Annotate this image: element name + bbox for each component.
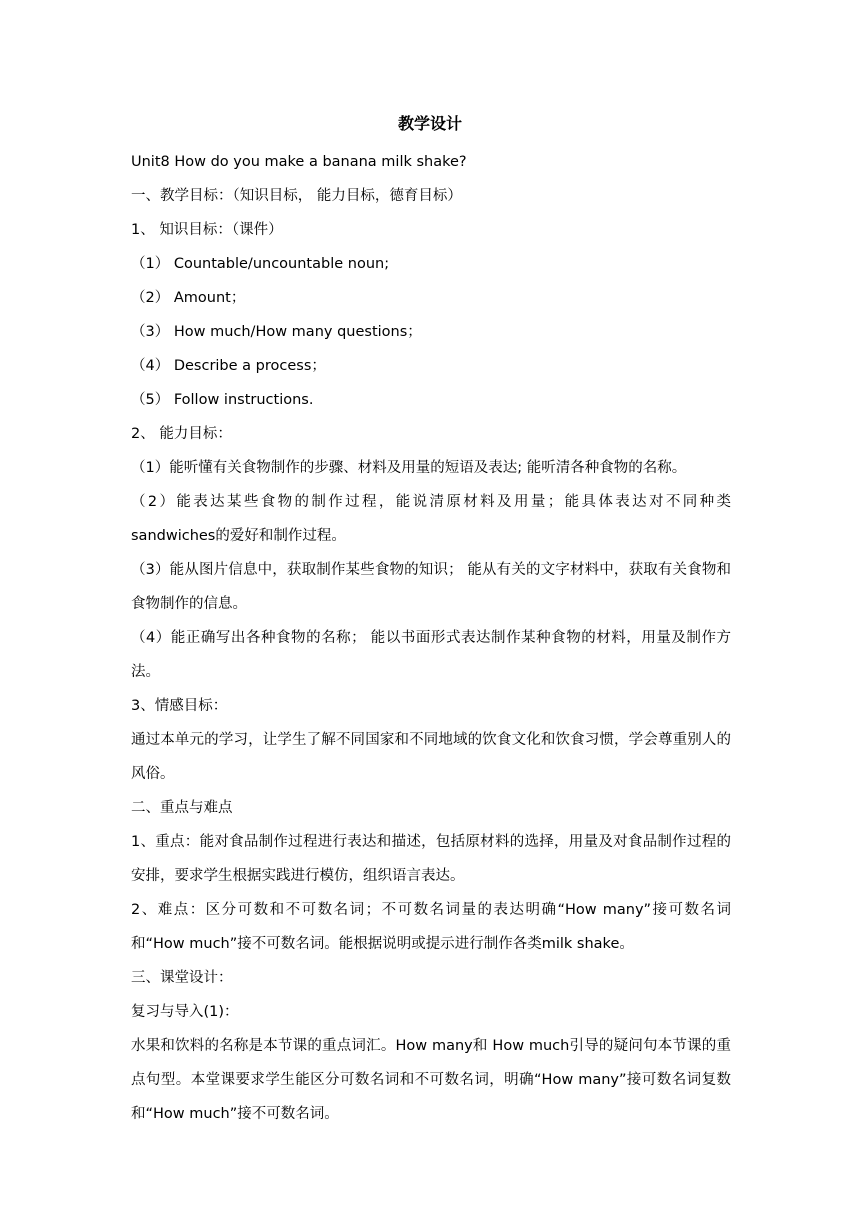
- knowledge-item: （5） Follow instructions.: [131, 392, 314, 408]
- ability-item: （4）能正确写出各种食物的名称； 能以书面形式表达制作某种食物的材料，用量及制作方法。: [131, 630, 731, 680]
- section-heading-focus: 二、重点与难点: [131, 800, 233, 816]
- knowledge-item: （4） Describe a process；: [131, 358, 326, 374]
- emotion-objectives-text: 通过本单元的学习，让学生了解不同国家和不同地域的饮食文化和饮食习惯，学会尊重别人的风俗。: [131, 732, 731, 782]
- focus-paragraph: 1、重点：能对食品制作过程进行表达和描述，包括原材料的选择，用量及对食品制作过程的安排，要求学生根据实践进行模仿，组织语言表达。: [131, 834, 731, 884]
- review-heading: 复习与导入(1)：: [131, 1004, 239, 1020]
- ability-item: （1）能听懂有关食物制作的步骤、材料及用量的短语及表达; 能听清各种食物的名称。: [131, 460, 687, 476]
- ability-objectives-heading: 2、 能力目标：: [131, 426, 232, 442]
- section-heading-objectives: 一、教学目标：（知识目标， 能力目标，德育目标）: [131, 188, 462, 204]
- emotion-objectives-heading: 3、情感目标：: [131, 698, 228, 714]
- document-title: 教学设计: [397, 114, 462, 133]
- document-body: [131, 145, 731, 1131]
- section-heading-class-design: 三、课堂设计：: [131, 970, 233, 986]
- review-paragraph: 水果和饮料的名称是本节课的重点词汇。How many和 How much引导的疑问句本节课的重点句型。本堂课要求学生能区分可数名词和不可数名词，明确“How many”接可数名词复数和“How much”接不可数名词。: [131, 1038, 731, 1122]
- knowledge-item: （3） How much/How many questions；: [131, 324, 422, 340]
- unit-title: Unit8 How do you make a banana milk shake?: [131, 154, 467, 170]
- difficulty-paragraph: 2、难点：区分可数和不可数名词；不可数名词量的表达明确“How many”接可数名词和“How much”接不可数名词。能根据说明或提示进行制作各类milk shake。: [131, 902, 731, 952]
- ability-item: （2）能表达某些食物的制作过程，能说清原材料及用量；能具体表达对不同种类sandwiches的爱好和制作过程。: [131, 494, 731, 544]
- knowledge-objectives-heading: 1、 知识目标：（课件）: [131, 222, 283, 238]
- knowledge-item: （2） Amount；: [131, 290, 246, 306]
- knowledge-item: （1） Countable/uncountable noun;: [131, 256, 390, 272]
- ability-item: （3）能从图片信息中，获取制作某些食物的知识； 能从有关的文字材料中，获取有关食物和食物制作的信息。: [131, 562, 731, 612]
